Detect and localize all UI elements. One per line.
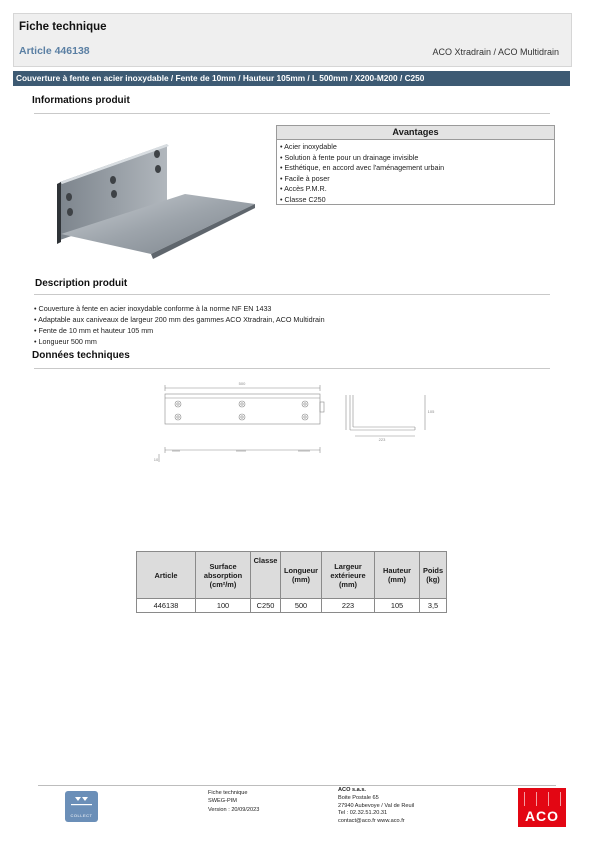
dimension-length: 500 bbox=[238, 381, 246, 386]
table-cell: 500 bbox=[281, 599, 322, 613]
footer-line: Version : 20/09/2023 bbox=[208, 806, 260, 813]
footer-line: Tel : 02.32.51.20.31 bbox=[338, 810, 388, 817]
divider bbox=[34, 113, 550, 114]
column-header: Surface absorption (cm²/m) bbox=[196, 552, 251, 599]
list-item: • Couverture à fente en acier inoxydable conforme à la norme NF EN 1433 bbox=[34, 304, 272, 313]
advantages-title: Avantages bbox=[277, 126, 554, 140]
brand-line: ACO Xtradrain / ACO Multidrain bbox=[432, 47, 559, 57]
table-header-row bbox=[137, 552, 447, 599]
table-cell: 3,5 bbox=[420, 599, 447, 613]
column-header: Article bbox=[137, 552, 196, 599]
table-cell: 105 bbox=[375, 599, 420, 613]
list-item: • Accès P.M.R. bbox=[280, 184, 327, 194]
logo-stripe bbox=[524, 792, 525, 806]
document-title: Fiche technique bbox=[19, 21, 107, 33]
footer-line: contact@aco.fr www.aco.fr bbox=[338, 818, 405, 825]
logo-stripe bbox=[536, 792, 537, 806]
list-item: • Solution à fente pour un drainage invisible bbox=[280, 152, 419, 162]
table-row bbox=[137, 599, 447, 613]
technical-table bbox=[136, 551, 447, 613]
column-header: Largeur extérieure (mm) bbox=[322, 552, 375, 599]
column-header: Poids (kg) bbox=[420, 552, 447, 599]
article-number: Article 446138 bbox=[19, 45, 90, 57]
footer-divider bbox=[38, 785, 556, 786]
dimension-slot: 10 bbox=[153, 457, 159, 462]
logo-stripe bbox=[548, 792, 549, 806]
divider bbox=[34, 368, 550, 369]
list-item: • Fente de 10 mm et hauteur 105 mm bbox=[34, 326, 154, 335]
list-item: • Longueur 500 mm bbox=[34, 337, 97, 346]
column-header: Hauteur (mm) bbox=[375, 552, 420, 599]
list-item: • Classe C250 bbox=[280, 194, 326, 204]
aco-logo bbox=[518, 788, 566, 827]
table-cell: 223 bbox=[322, 599, 375, 613]
footer-line: 27940 Aubevoye / Val de Reuil bbox=[338, 802, 415, 809]
divider bbox=[34, 294, 550, 295]
collect-icon bbox=[65, 791, 98, 813]
footer-line: SWEG-PIM bbox=[208, 798, 237, 805]
list-item: • Facile à poser bbox=[280, 173, 330, 183]
advantages-list bbox=[277, 142, 554, 206]
list-item: • Acier inoxydable bbox=[280, 142, 337, 151]
product-banner: Couverture à fente en acier inoxydable / Fente de 10mm / Hauteur 105mm / L 500mm / X200-M200 / C250 bbox=[13, 71, 570, 86]
table-cell: 100 bbox=[196, 599, 251, 613]
footer-line: ACO s.a.s. bbox=[338, 787, 366, 793]
aco-logo-stripes bbox=[518, 792, 566, 806]
collect-label: COLLECT bbox=[70, 813, 93, 818]
footer-company-info bbox=[338, 787, 414, 826]
aco-logo-text: ACO bbox=[524, 808, 560, 824]
advantages-box bbox=[276, 125, 555, 205]
section-heading-description: Description produit bbox=[35, 278, 128, 289]
description-list bbox=[34, 303, 325, 347]
section-heading-info: Informations produit bbox=[32, 95, 130, 106]
collect-logo bbox=[65, 791, 98, 822]
dimension-width: 223 bbox=[378, 437, 386, 442]
footer-document-info bbox=[208, 789, 259, 814]
dimension-height: 105 bbox=[427, 409, 435, 414]
product-image bbox=[55, 142, 265, 262]
table-cell: 446138 bbox=[137, 599, 196, 613]
list-item: • Adaptable aux caniveaux de largeur 200 mm des gammes ACO Xtradrain, ACO Multidrain bbox=[34, 315, 325, 324]
column-header: Longueur (mm) bbox=[281, 552, 322, 599]
logo-stripe bbox=[560, 792, 561, 806]
footer-line: Boite Postale 65 bbox=[338, 794, 379, 801]
column-header: Classe bbox=[251, 552, 281, 599]
table-cell: C250 bbox=[251, 599, 281, 613]
section-heading-technical: Données techniques bbox=[32, 350, 130, 361]
list-item: • Esthétique, en accord avec l'aménagement urbain bbox=[280, 163, 445, 173]
footer-line: Fiche technique bbox=[208, 790, 248, 796]
technical-drawing bbox=[150, 380, 450, 470]
